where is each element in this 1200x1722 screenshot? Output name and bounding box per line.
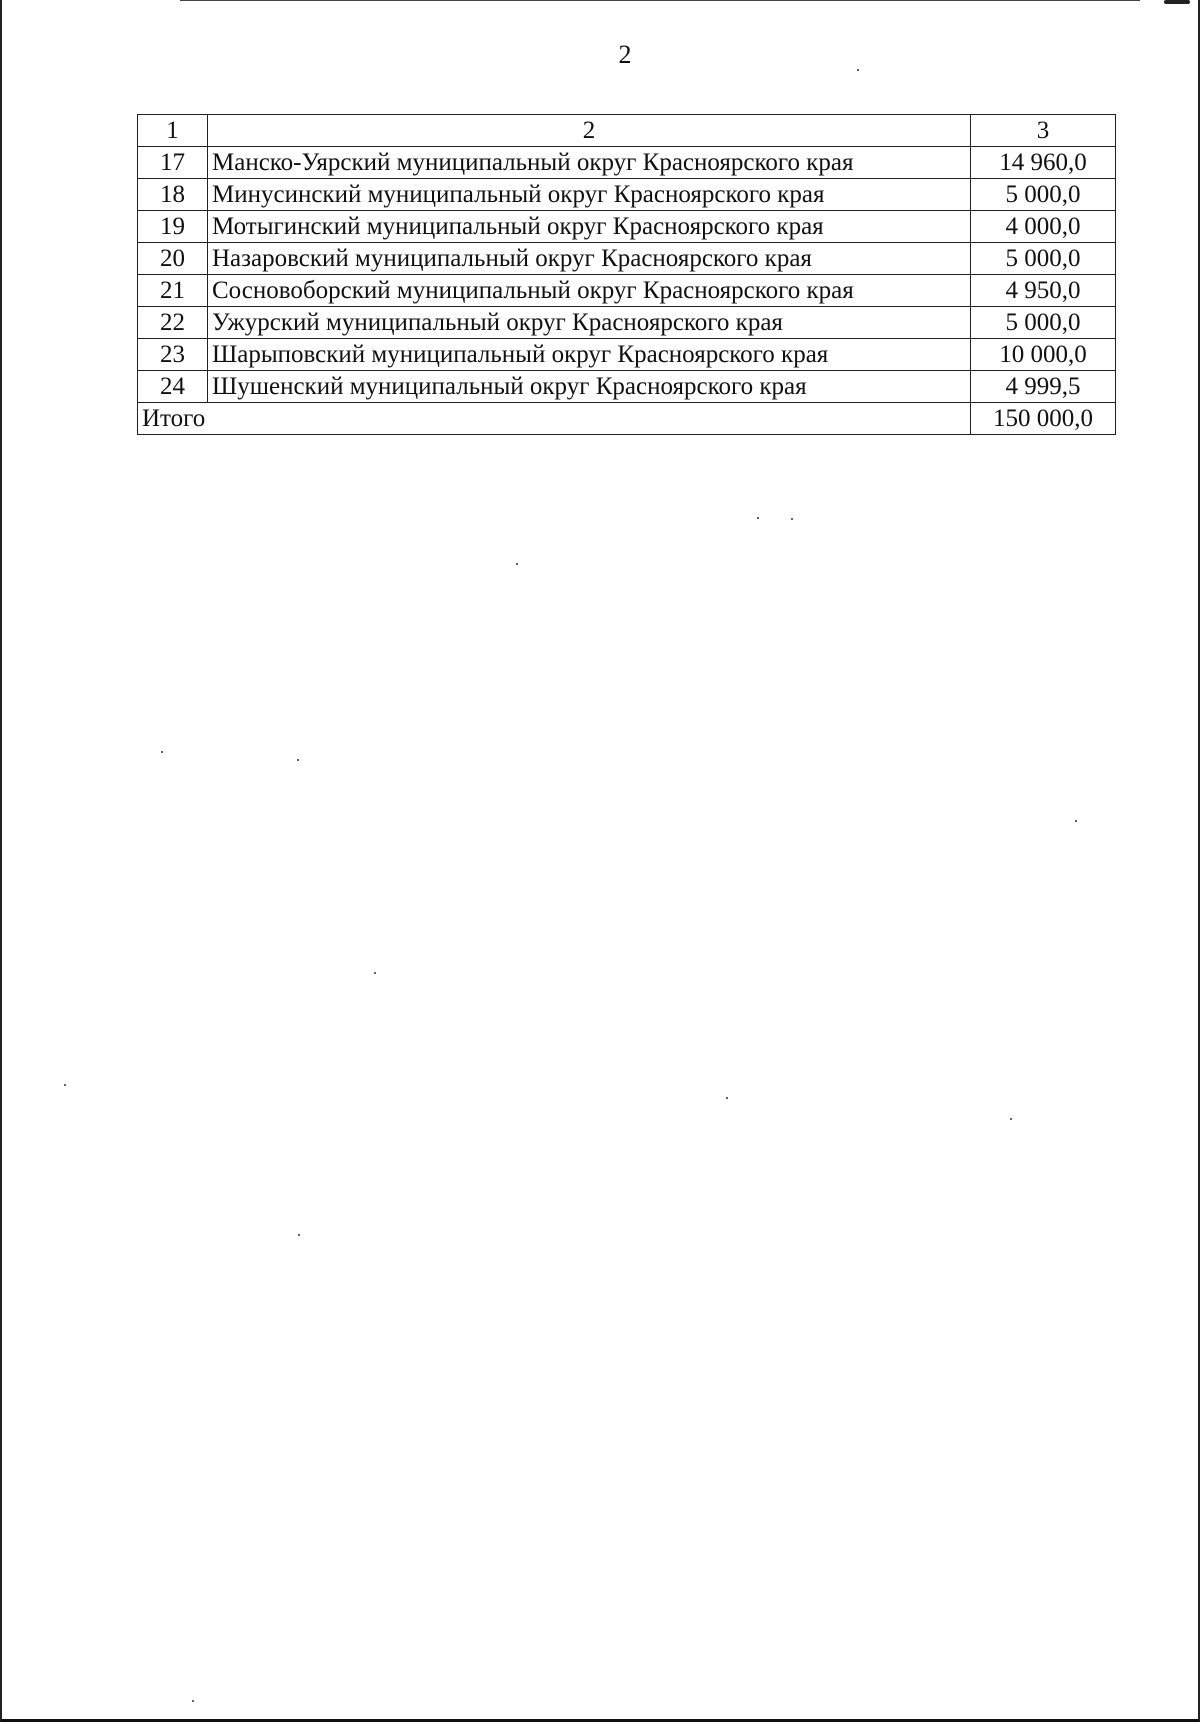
- table-row: [138, 307, 1116, 339]
- table-row: [138, 243, 1116, 275]
- scan-speck: [192, 1700, 194, 1702]
- table-row: [138, 211, 1116, 243]
- scan-speck: [64, 1084, 66, 1086]
- total-amount: 150 000,0: [971, 403, 1116, 435]
- row-number: 19: [138, 211, 208, 243]
- scan-speck: [757, 517, 759, 519]
- row-district-name: Сосновоборский муниципальный округ Красноярского края: [208, 275, 971, 307]
- row-number: 21: [138, 275, 208, 307]
- row-district-name: Назаровский муниципальный округ Красноярского края: [208, 243, 971, 275]
- row-amount: 5 000,0: [971, 307, 1116, 339]
- row-number: 22: [138, 307, 208, 339]
- scan-speck: [297, 759, 299, 761]
- row-number: 23: [138, 339, 208, 371]
- row-amount: 10 000,0: [971, 339, 1116, 371]
- row-district-name: Мотыгинский муниципальный округ Красноярского края: [208, 211, 971, 243]
- page-number: 2: [618, 40, 632, 69]
- row-amount: 4 000,0: [971, 211, 1116, 243]
- scan-speck: [161, 751, 163, 753]
- table-row: [138, 179, 1116, 211]
- scan-speck: [298, 1234, 300, 1236]
- scan-corner-mark: [1164, 0, 1190, 4]
- scan-speck: [374, 972, 376, 974]
- table-row: [138, 147, 1116, 179]
- row-district-name: Минусинский муниципальный округ Красноярского края: [208, 179, 971, 211]
- row-number: 18: [138, 179, 208, 211]
- row-district-name: Манско-Уярский муниципальный округ Красноярского края: [208, 147, 971, 179]
- total-label: Итого: [138, 403, 971, 435]
- row-district-name: Шушенский муниципальный округ Красноярского края: [208, 371, 971, 403]
- scan-top-edge-line: [180, 0, 1140, 1]
- scan-speck: [1075, 820, 1077, 822]
- table-row: [138, 371, 1116, 403]
- scan-speck: [791, 518, 793, 520]
- row-district-name: Шарыповский муниципальный округ Красноярского края: [208, 339, 971, 371]
- table-row: [138, 275, 1116, 307]
- row-amount: 4 999,5: [971, 371, 1116, 403]
- scan-speck: [1010, 1118, 1012, 1120]
- allocation-table: [137, 114, 1116, 435]
- row-amount: 5 000,0: [971, 179, 1116, 211]
- scan-speck: [516, 563, 518, 565]
- table-row: [138, 339, 1116, 371]
- scan-speck: [857, 69, 859, 71]
- row-district-name: Ужурский муниципальный округ Красноярского края: [208, 307, 971, 339]
- row-amount: 4 950,0: [971, 275, 1116, 307]
- header-col-1: 1: [138, 115, 208, 147]
- table-total-row: [138, 403, 1116, 435]
- scan-speck: [726, 1097, 728, 1099]
- row-number: 20: [138, 243, 208, 275]
- header-col-3: 3: [971, 115, 1116, 147]
- row-number: 17: [138, 147, 208, 179]
- header-col-2: 2: [208, 115, 971, 147]
- row-amount: 14 960,0: [971, 147, 1116, 179]
- row-number: 24: [138, 371, 208, 403]
- table-header-row: [138, 115, 1116, 147]
- row-amount: 5 000,0: [971, 243, 1116, 275]
